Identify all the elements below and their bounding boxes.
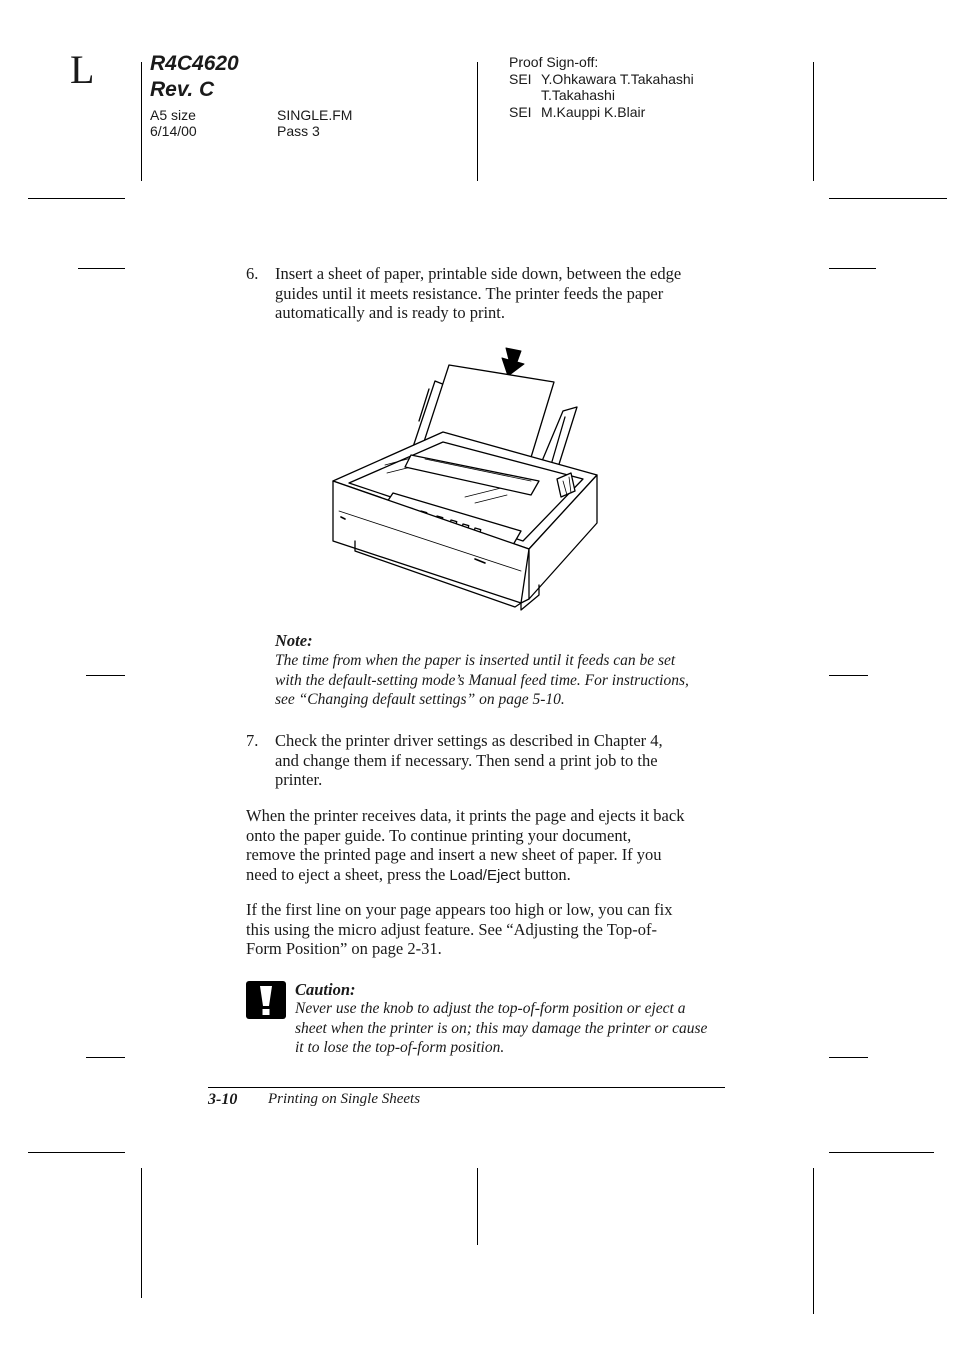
crop-mark	[829, 1057, 868, 1058]
sei-label: SEI	[509, 71, 532, 87]
margin-letter: L	[70, 47, 95, 92]
text-line: guides until it meets resistance. The printer feeds the paper	[275, 283, 664, 303]
crop-mark	[813, 1168, 814, 1314]
text-line	[246, 865, 727, 886]
note-label: Note:	[275, 631, 313, 650]
running-footer-title: Printing on Single Sheets	[268, 1091, 421, 1107]
sei-names: Y.Ohkawara T.Takahashi	[541, 71, 694, 87]
step-text	[275, 731, 727, 790]
text-line: Form Position” on page 2-31.	[246, 939, 442, 958]
text-line: When the printer receives data, it prints the page and ejects it back	[246, 806, 685, 825]
crop-mark	[141, 62, 142, 181]
step-text	[275, 264, 727, 323]
file-label: SINGLE.FM	[277, 107, 353, 123]
load-eject-button-name: Load/Eject	[449, 866, 521, 884]
footer-rule	[208, 1087, 725, 1088]
text-line: Insert a sheet of paper, printable side down, between the edge	[275, 264, 682, 283]
caution-label: Caution:	[295, 980, 356, 999]
sei-names-continued: T.Takahashi	[541, 87, 615, 103]
step-number: 6.	[246, 264, 259, 283]
crop-mark	[829, 198, 947, 199]
crop-mark	[78, 268, 125, 269]
page-number: 3-10	[208, 1091, 238, 1108]
text-line: onto the paper guide. To continue printing your document,	[246, 825, 632, 845]
text-line: and change them if necessary. Then send a print job to the	[275, 750, 658, 770]
text-line: this using the micro adjust feature. See “Adjusting the Top-of-	[246, 919, 657, 939]
exclamation-icon	[246, 981, 286, 1019]
crop-mark	[829, 1152, 934, 1153]
text-line: with the default-setting mode’s Manual feed time. For instructions,	[275, 671, 689, 689]
crop-mark	[829, 268, 876, 269]
printer-illustration	[325, 345, 610, 613]
text-fragment: need to eject a sheet, press the	[246, 864, 450, 884]
crop-mark	[477, 62, 478, 181]
sei-label: SEI	[509, 104, 532, 120]
crop-mark	[829, 675, 868, 676]
size-label: A5 size	[150, 107, 196, 123]
crop-mark	[477, 1168, 478, 1245]
document-code	[150, 51, 239, 103]
crop-mark	[86, 675, 125, 676]
text-fragment: button.	[520, 864, 571, 884]
text-line: automatically and is ready to print.	[275, 303, 506, 322]
proof-signoff-label: Proof Sign-off:	[509, 54, 599, 70]
crop-mark	[86, 1057, 125, 1058]
paragraph-micro-adjust	[246, 900, 727, 959]
text-line: remove the printed page and insert a new sheet of paper. If you	[246, 845, 662, 864]
crop-mark	[28, 1152, 125, 1153]
pass-label: Pass 3	[277, 123, 320, 139]
text-line: it to lose the top-of-form position.	[295, 1039, 505, 1056]
doc-code-line: R4C4620	[150, 52, 239, 75]
text-line: sheet when the printer is on; this may damage the printer or cause	[295, 1019, 708, 1037]
caution-text	[295, 999, 735, 1058]
crop-mark	[813, 62, 814, 181]
paragraph-eject	[246, 806, 727, 885]
step-number: 7.	[246, 731, 259, 750]
text-line: If the first line on your page appears too high or low, you can fix	[246, 900, 673, 919]
insert-arrow-icon	[502, 348, 524, 376]
text-line: The time from when the paper is inserted until it feeds can be set	[275, 652, 676, 669]
text-line: printer.	[275, 770, 323, 789]
caution-icon	[246, 981, 286, 1019]
crop-mark	[28, 198, 125, 199]
date-label: 6/14/00	[150, 123, 197, 139]
text-line: Never use the knob to adjust the top-of-form position or eject a	[295, 1000, 686, 1017]
text-line: Check the printer driver settings as described in Chapter 4,	[275, 731, 663, 750]
note-text	[275, 651, 735, 710]
revision-line: Rev. C	[150, 78, 215, 101]
crop-mark	[141, 1168, 142, 1298]
sei-names: M.Kauppi K.Blair	[541, 104, 646, 120]
text-line: see “Changing default settings” on page 5-10.	[275, 691, 565, 708]
